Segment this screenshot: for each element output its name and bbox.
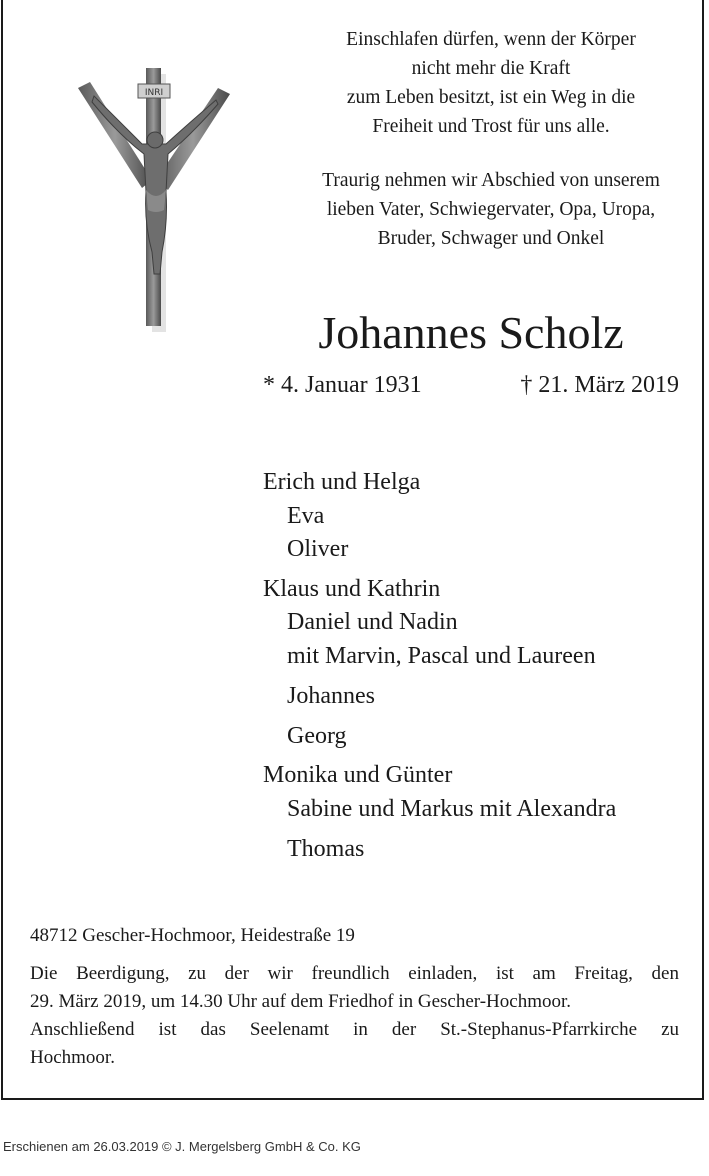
publication-credit: Erschienen am 26.03.2019 © J. Mergelsberg GmbH & Co. KG <box>3 1139 361 1154</box>
family-member: Erich und Helga <box>263 469 421 495</box>
intro-text <box>292 166 690 253</box>
funeral-notice <box>30 960 679 1072</box>
poem-line: nicht mehr die Kraft <box>411 58 571 79</box>
death-date: † 21. März 2019 <box>520 372 679 398</box>
cross-sign: INRI <box>144 88 164 98</box>
funeral-line: Die Beerdigung, zu der wir freundlich einladen, ist am Freitag, den <box>30 963 679 984</box>
family-member: Eva <box>287 503 325 529</box>
crucifix-icon <box>70 62 240 334</box>
family-member: Johannes <box>287 683 375 709</box>
family-member: Sabine und Markus mit Alexandra <box>287 796 617 822</box>
intro-line: Bruder, Schwager und Onkel <box>377 228 605 249</box>
poem-line: zum Leben besitzt, ist ein Weg in die <box>346 87 636 108</box>
funeral-line: Anschließend ist das Seelenamt in der St.-Stephanus-Pfarrkirche zu <box>30 1019 679 1040</box>
family-member: mit Marvin, Pascal und Laureen <box>287 643 596 669</box>
poem <box>292 25 690 141</box>
deceased-name: Johannes Scholz <box>318 307 624 358</box>
funeral-line: 29. März 2019, um 14.30 Uhr auf dem Friedhof in Gescher-Hochmoor. <box>30 991 571 1012</box>
birth-date: * 4. Januar 1931 <box>263 372 422 398</box>
family-member: Georg <box>287 723 347 749</box>
funeral-line: Hochmoor. <box>30 1047 115 1068</box>
poem-line: Einschlafen dürfen, wenn der Körper <box>346 29 636 50</box>
intro-line: Traurig nehmen wir Abschied von unserem <box>322 170 660 191</box>
family-member: Klaus und Kathrin <box>263 576 441 602</box>
poem-line: Freiheit und Trost für uns alle. <box>372 116 610 137</box>
address: 48712 Gescher-Hochmoor, Heidestraße 19 <box>30 925 355 946</box>
family-member: Thomas <box>287 836 365 862</box>
intro-line: lieben Vater, Schwiegervater, Opa, Uropa, <box>326 199 656 220</box>
family-member: Monika und Günter <box>263 762 453 788</box>
family-member: Daniel und Nadin <box>287 609 458 635</box>
family-member: Oliver <box>287 536 349 562</box>
